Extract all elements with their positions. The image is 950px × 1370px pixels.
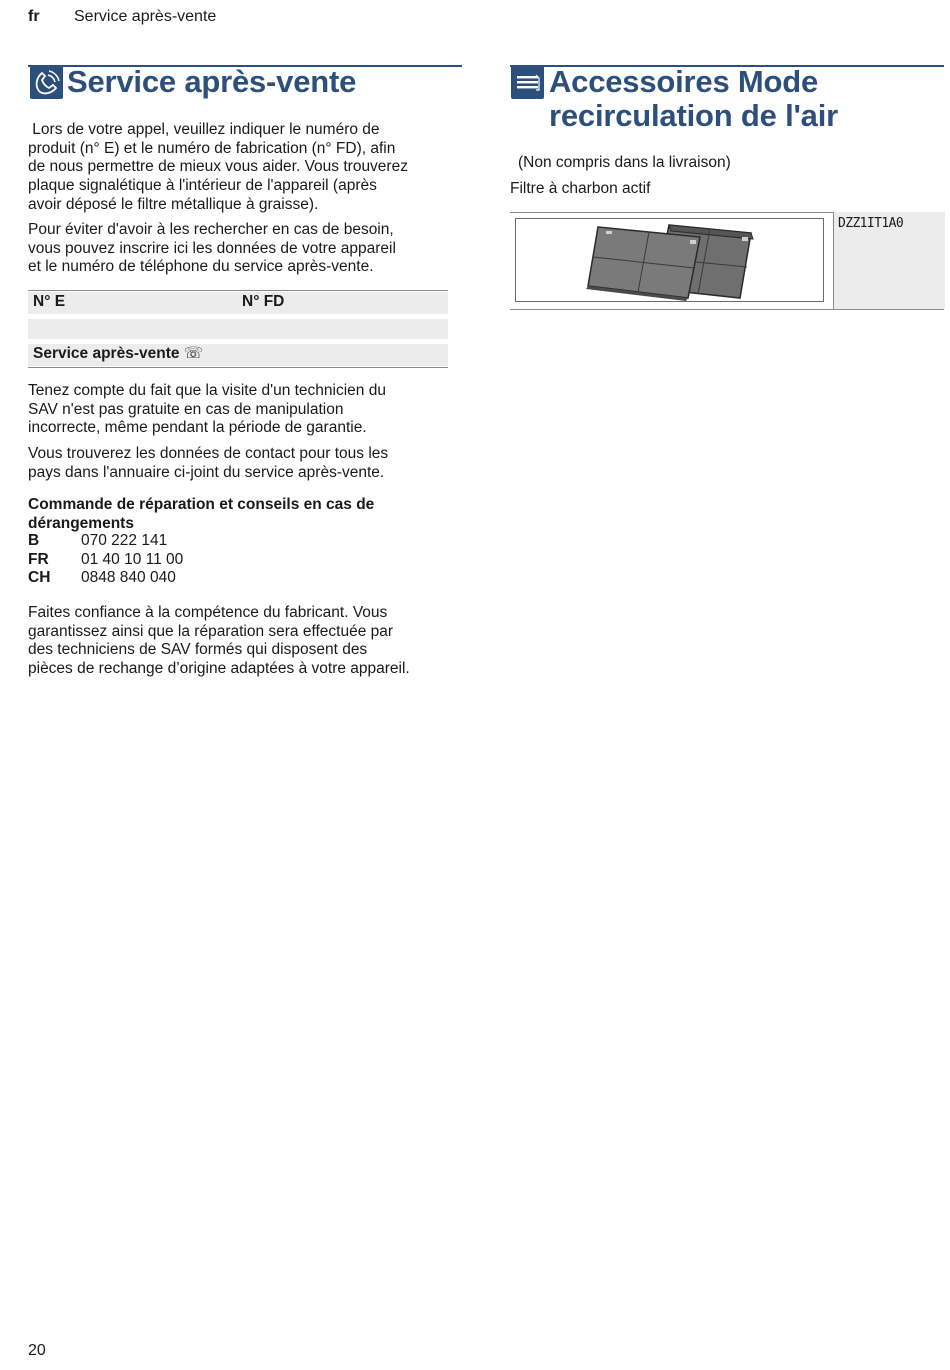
title-line: Accessoires Mode: [549, 64, 819, 99]
text-line: Commande de réparation et conseils en cas de: [28, 496, 375, 513]
phone-number: 070 222 141: [81, 532, 168, 549]
phone-country: FR: [28, 550, 49, 568]
text-line: Tenez compte du fait que la visite d'un technicien du: [28, 382, 386, 399]
title-line: recirculation de l'air: [549, 98, 838, 133]
intro-paragraph: [28, 121, 468, 215]
text-line: avoir déposé le filtre métallique à graisse).: [28, 195, 319, 213]
phone-list: [28, 532, 328, 588]
text-line: de nous permettre de mieux vous aider. Vous trouverez: [28, 158, 408, 176]
form-row-service: [28, 344, 448, 366]
warning-paragraph: [28, 382, 468, 438]
accessories-lines-icon: [511, 66, 544, 99]
text-line: Pour éviter d'avoir à les rechercher en cas de besoin,: [28, 221, 394, 238]
phone-row: [28, 551, 328, 570]
text-line: vous pouvez inscrire ici les données de votre appareil: [28, 239, 396, 257]
e-number-label: N° E: [33, 293, 66, 310]
repair-heading: [28, 496, 468, 533]
accessory-code: DZZ1IT1A0: [838, 216, 904, 231]
section-title-service: Service après-vente: [67, 64, 357, 99]
text-line: des techniciens de SAV formés qui disposent des: [28, 641, 368, 659]
section-title-accessories: [549, 65, 944, 133]
phone-number: 01 40 10 11 00: [81, 550, 184, 568]
form-row-numbers: [28, 292, 448, 314]
accessory-table-bottom-rule: [510, 309, 944, 310]
text-line: SAV n'est pas gratuite en cas de manipulation: [28, 400, 344, 418]
text-line: Faites confiance à la compétence du fabricant. Vous: [28, 604, 388, 621]
form-row-blank: [28, 319, 448, 339]
trust-paragraph: [28, 604, 468, 679]
accessory-note: (Non compris dans la livraison): [518, 154, 731, 171]
running-header-lang: fr: [28, 8, 40, 25]
text-line: produit (n° E) et le numéro de fabrication (n° FD), afin: [28, 139, 396, 157]
text-line: Lors de votre appel, veuillez indiquer le numéro de: [28, 121, 380, 138]
accessory-code-cell: [833, 212, 945, 309]
text-line: Vous trouverez les données de contact pour tous les: [28, 445, 389, 462]
carbon-filter-image: [515, 218, 824, 302]
phone-row: [28, 532, 328, 551]
contact-info-paragraph: [28, 445, 468, 482]
service-phone-label: Service après-vente ☏: [33, 345, 204, 362]
form-bottom-rule: [28, 367, 448, 368]
text-line: pièces de rechange d’origine adaptées à votre appareil.: [28, 660, 410, 678]
phone-handset-icon: [30, 66, 63, 99]
phone-number: 0848 840 040: [81, 569, 176, 587]
phone-country: B: [28, 532, 40, 549]
advice-paragraph: [28, 221, 468, 277]
form-top-rule: [28, 290, 448, 291]
fd-number-label: N° FD: [242, 293, 285, 310]
text-line: plaque signalétique à l'intérieur de l'appareil (après: [28, 177, 377, 195]
phone-country: CH: [28, 569, 51, 587]
phone-row: [28, 569, 328, 588]
text-line: incorrecte, même pendant la période de garantie.: [28, 419, 367, 437]
text-line: et le numéro de téléphone du service après-vente.: [28, 258, 374, 276]
text-line: dérangements: [28, 514, 134, 532]
running-header-title: Service après-vente: [74, 8, 217, 25]
accessory-name: Filtre à charbon actif: [510, 180, 651, 197]
text-line: pays dans l'annuaire ci-joint du service après-vente.: [28, 463, 385, 481]
text-line: garantissez ainsi que la réparation sera effectuée par: [28, 622, 394, 640]
page-number: 20: [28, 1342, 46, 1359]
